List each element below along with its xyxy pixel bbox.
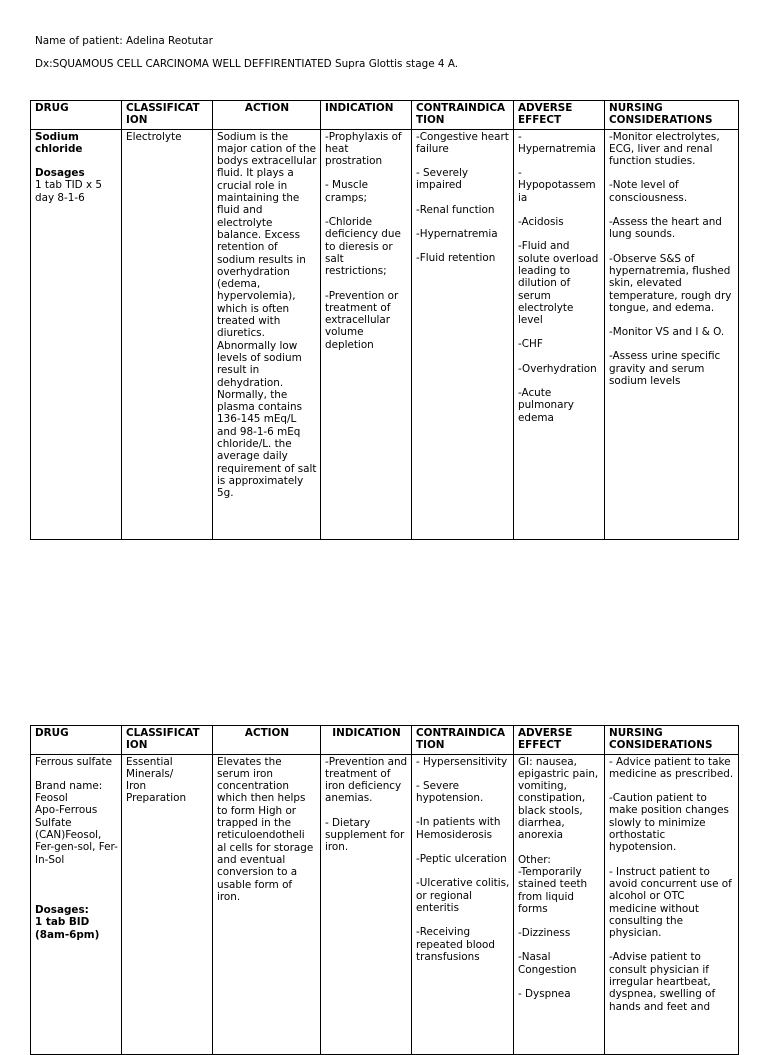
contraindication-cell <box>412 754 514 1054</box>
col-header-classification: CLASSIFICAT ION <box>122 726 213 755</box>
dosage-label: Dosages <box>35 167 85 180</box>
list-item: -Monitor VS and I & O. <box>609 326 725 339</box>
brand-label: Brand name: <box>35 779 103 792</box>
list-item: -Monitor electrolytes, ECG, liver and renal function studies. <box>609 130 720 168</box>
list-item: - Hypersensitivity <box>416 755 508 768</box>
patient-name-line: Name of patient: Adelina Reotutar <box>35 35 213 47</box>
adverse-effect-cell <box>514 754 605 1054</box>
col-header-indication: INDICATION <box>321 726 412 755</box>
nursing-considerations-cell <box>605 129 739 539</box>
list-item: - Hypopotassem ia <box>518 167 596 204</box>
list-item: - Dietary supplement for iron. <box>325 816 405 854</box>
classification-cell <box>122 129 213 539</box>
col-header-nursing-considerations: NURSING CONSIDERATIONS <box>605 726 739 755</box>
drug-table-ferrous-sulfate <box>30 725 739 1055</box>
list-item: -Fluid and solute overload leading to dilution of serum electrolyte level <box>518 240 599 327</box>
col-header-indication: INDICATION <box>321 101 412 130</box>
col-header-contraindication: CONTRAINDICA TION <box>412 101 514 130</box>
table-row <box>31 129 739 539</box>
action-text: Sodium is the major cation of the bodys extracellular fluid. It plays a crucial role in maintaining the fluid and electrolyte balance. Excess retention of sodium results in overhydration (edema, hypervolemia), which is often treated with diuretics. Abnormally low levels of sodium result in dehydration. Normally, the plasma contains 136-145 mEq/L and 98-1-6 mEq chloride/L. the average daily requirement of salt is approximately 5g. <box>217 130 317 500</box>
classification-cell <box>122 754 213 1054</box>
list-item: -Assess the heart and lung sounds. <box>609 216 722 241</box>
list-item: -Prevention and treatment of iron deficiency anemias. <box>325 755 408 805</box>
list-item: -Chloride deficiency due to dieresis or salt restrictions; <box>325 216 401 278</box>
col-header-drug: DRUG <box>31 101 122 130</box>
list-item: Other: -Temporarily stained teeth from liquid forms <box>518 853 588 915</box>
indication-cell <box>321 754 412 1054</box>
col-header-contraindication: CONTRAINDICA TION <box>412 726 514 755</box>
list-item: GI: nausea, epigastric pain, vomiting, constipation, black stools, diarrhea, anorexia <box>518 755 599 842</box>
list-item: -Note level of consciousness. <box>609 179 688 204</box>
action-cell <box>213 129 321 539</box>
list-item: -Peptic ulceration <box>416 853 507 866</box>
drug-table-sodium-chloride <box>30 100 739 540</box>
list-item: -Acute pulmonary edema <box>518 387 574 424</box>
list-item: -Hypernatremia <box>416 228 498 241</box>
list-item: -CHF <box>518 338 543 351</box>
table-header-row <box>31 101 739 130</box>
classification-text: Electrolyte <box>126 130 182 143</box>
col-header-adverse-effect: ADVERSE EFFECT <box>514 726 605 755</box>
list-item: -Caution patient to make position changes slowly to minimize orthostatic hypotension. <box>609 792 729 854</box>
drug-cell <box>31 754 122 1054</box>
contraindication-cell <box>412 129 514 539</box>
list-item: -Ulcerative colitis, or regional enteritis <box>416 877 510 914</box>
list-item: -Observe S&S of hypernatremia, flushed skin, elevated temperature, rough dry tongue, and edema. <box>609 252 732 314</box>
list-item: - Advice patient to take medicine as prescribed. <box>609 755 734 780</box>
col-header-nursing-considerations: NURSING CONSIDERATIONS <box>605 101 739 130</box>
dosage-value: 1 tab TID x 5 day 8-1-6 <box>35 179 103 204</box>
list-item: -Renal function <box>416 203 495 216</box>
col-header-action: ACTION <box>213 101 321 130</box>
list-item: -Dizziness <box>518 927 571 940</box>
table-header-row <box>31 726 739 755</box>
list-item: -In patients with Hemosiderosis <box>416 816 501 841</box>
list-item: -Receiving repeated blood transfusions <box>416 926 495 963</box>
list-item: -Assess urine specific gravity and serum sodium levels <box>609 350 721 388</box>
col-header-classification: CLASSIFICAT ION <box>122 101 213 130</box>
list-item: - Dyspnea <box>518 988 571 1001</box>
dosage-value: 1 tab BID (8am-6pm) <box>35 916 100 941</box>
adverse-effect-cell <box>514 129 605 539</box>
col-header-drug: DRUG <box>31 726 122 755</box>
drug-name: Sodium chloride <box>35 130 83 155</box>
list-item: - Severe hypotension. <box>416 779 484 805</box>
list-item: -Overhydration <box>518 362 597 375</box>
nursing-considerations-cell <box>605 754 739 1054</box>
drug-cell <box>31 129 122 539</box>
table-row <box>31 754 739 1054</box>
action-cell <box>213 754 321 1054</box>
action-text: Elevates the serum iron concentration which then helps to form High or trapped in the reticuloendotheli al cells for storage and eventual conversion to a usable form of iron. <box>217 755 314 903</box>
list-item: - Instruct patient to avoid concurrent use of alcohol or OTC medicine without consulting the physician. <box>609 865 732 940</box>
drug-name: Ferrous sulfate <box>35 755 112 768</box>
dosage-label: Dosages: <box>35 903 89 916</box>
list-item: -Fluid retention <box>416 252 496 265</box>
col-header-adverse-effect: ADVERSE EFFECT <box>514 101 605 130</box>
list-item: -Prevention or treatment of extracellular volume depletion <box>325 289 399 351</box>
list-item: - Severely impaired <box>416 167 469 192</box>
list-item: -Congestive heart failure <box>416 130 509 155</box>
list-item: -Nasal Congestion <box>518 951 577 976</box>
list-item: -Acidosis <box>518 216 564 229</box>
list-item: - Hypernatremia <box>518 130 596 155</box>
indication-cell <box>321 129 412 539</box>
list-item: -Prophylaxis of heat prostration <box>325 130 402 168</box>
col-header-action: ACTION <box>213 726 321 755</box>
diagnosis-line: Dx:SQUAMOUS CELL CARCINOMA WELL DEFFIRENTIATED Supra Glottis stage 4 A. <box>35 58 459 70</box>
list-item: -Advise patient to consult physician if irregular heartbeat, dyspnea, swelling of hands and feet and <box>609 951 716 1013</box>
list-item: - Muscle cramps; <box>325 179 369 204</box>
brand-names: Feosol Apo-Ferrous Sulfate (CAN)Feosol, Fer-gen-sol, Fer-In-Sol <box>35 792 118 866</box>
classification-text: Essential Minerals/ Iron Preparation <box>126 755 187 805</box>
